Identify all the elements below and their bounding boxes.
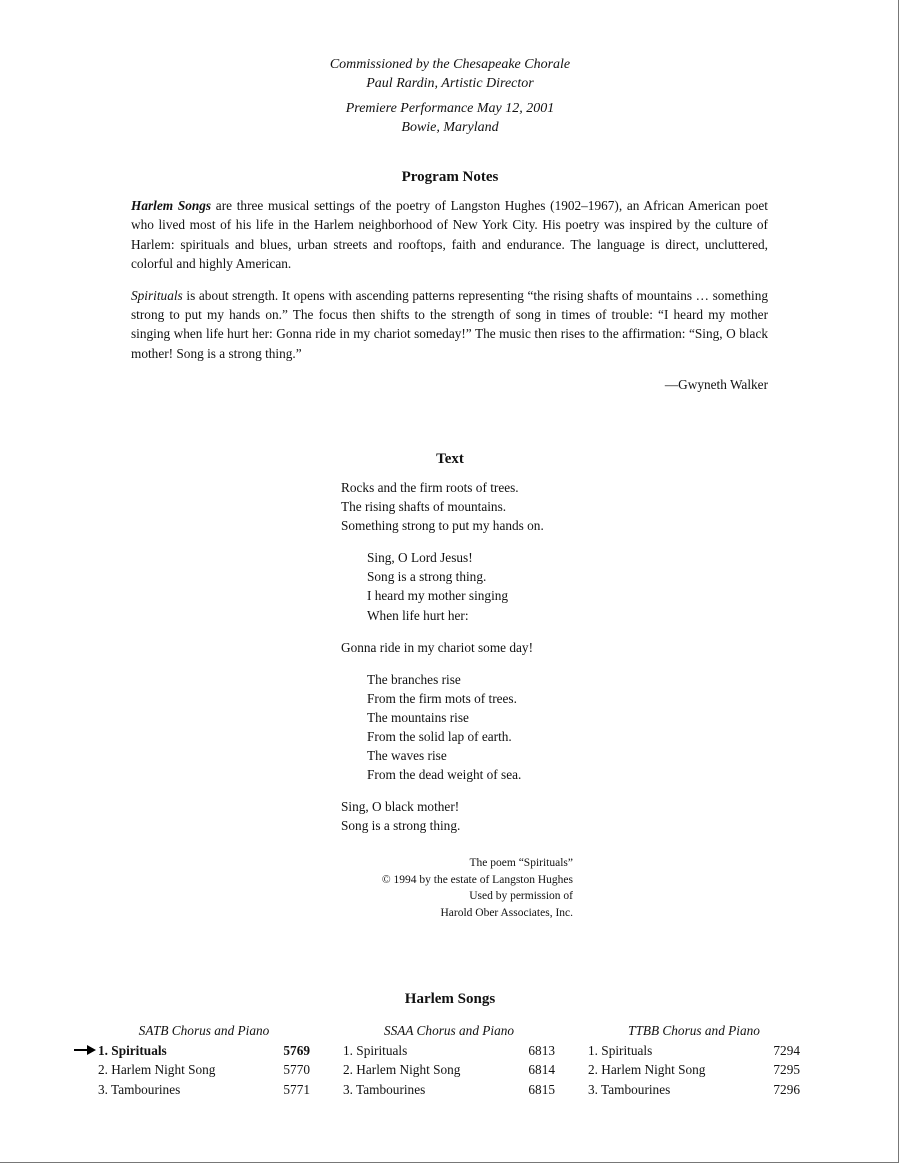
notes-paragraph-1 bbox=[131, 196, 768, 274]
text-title: Text bbox=[436, 451, 464, 467]
song-title: 3. Tambourines bbox=[588, 1081, 671, 1097]
edition-row[interactable] bbox=[98, 1080, 310, 1100]
song-title: 1. Spirituals bbox=[588, 1042, 653, 1058]
poem-line: Gonna ride in my chariot some day! bbox=[341, 639, 534, 655]
program-notes-title: Program Notes bbox=[401, 169, 499, 185]
poem-stanza bbox=[341, 670, 641, 785]
poem-line: Song is a strong thing. bbox=[341, 818, 461, 834]
notes-paragraph-2-text: is about strength. It opens with ascending patterns representing “the rising shafts of mountains … something strong to put my hands on.” The focus then shifts to the strength of song in times of trouble: “I heard my mother singing when life hurt her: Gonna ride in my chariot someday!” The music then rises to the affirmation: “Sing, O black mother! Song is a strong thing.” bbox=[131, 287, 768, 361]
commission-line: Commissioned by the Chesapeake Chorale bbox=[329, 57, 571, 72]
edition-row[interactable] bbox=[588, 1060, 800, 1080]
poem-stanza bbox=[341, 548, 641, 624]
credit-line-4: Harold Ober Associates, Inc. bbox=[440, 906, 573, 919]
edition-row[interactable] bbox=[588, 1080, 800, 1100]
harlem-songs-title: Harlem Songs bbox=[404, 991, 496, 1007]
edition-heading: SATB Chorus and Piano bbox=[138, 1023, 270, 1038]
poem-line: From the dead weight of sea. bbox=[367, 767, 522, 783]
poem-credit bbox=[300, 855, 573, 921]
poem-line: When life hurt her: bbox=[367, 607, 469, 623]
commission-header bbox=[0, 55, 900, 137]
credit-line-3: Used by permission of bbox=[469, 890, 573, 902]
editions-list bbox=[0, 1021, 900, 1101]
catalog-number: 6814 bbox=[528, 1062, 555, 1077]
poem-line: Song is a strong thing. bbox=[367, 569, 487, 585]
poem-line: Something strong to put my hands on. bbox=[341, 518, 544, 534]
song-title: 1. Spirituals bbox=[343, 1042, 408, 1058]
catalog-number: 6815 bbox=[528, 1081, 555, 1097]
edition-heading: SSAA Chorus and Piano bbox=[383, 1023, 515, 1038]
location-line: Bowie, Maryland bbox=[401, 120, 499, 135]
catalog-number: 6813 bbox=[528, 1042, 555, 1058]
catalog-number: 7294 bbox=[773, 1042, 800, 1058]
catalog-number: 5769 bbox=[283, 1042, 310, 1058]
premiere-line: Premiere Performance May 12, 2001 bbox=[345, 101, 555, 116]
edition-row[interactable] bbox=[98, 1041, 310, 1061]
song-title: 1. Spirituals bbox=[98, 1042, 167, 1058]
arrow-right-icon bbox=[74, 1044, 96, 1056]
catalog-number: 7295 bbox=[773, 1062, 800, 1077]
edition-satb bbox=[98, 1021, 310, 1099]
poem-line: The rising shafts of mountains. bbox=[341, 499, 507, 515]
edition-row[interactable] bbox=[343, 1041, 555, 1061]
song-title: 2. Harlem Night Song bbox=[343, 1062, 461, 1077]
edition-row[interactable] bbox=[98, 1060, 310, 1080]
song-title: 3. Tambourines bbox=[98, 1081, 181, 1097]
poem-line: From the solid lap of earth. bbox=[367, 729, 512, 745]
credit-line-1: The poem “Spirituals” bbox=[469, 857, 573, 869]
harlem-songs-emphasis: Harlem Songs bbox=[131, 198, 212, 213]
poem-line: I heard my mother singing bbox=[367, 588, 509, 604]
edition-ssaa bbox=[343, 1021, 555, 1099]
notes-paragraph-1-text: are three musical settings of the poetry of Langston Hughes (1902–1967), an African American poet who lived most of his life in the Harlem neighborhood of New York City. His poetry was inspired by the culture of Harlem: spirituals and blues, urban streets and rooftops, faith and endurance. The language is direct, uncluttered, colorful and highly American. bbox=[131, 198, 768, 272]
poem-line: Sing, O black mother! bbox=[341, 799, 460, 815]
edition-ttbb bbox=[588, 1021, 800, 1099]
poem-line: The branches rise bbox=[367, 671, 461, 687]
edition-row[interactable] bbox=[588, 1041, 800, 1061]
notes-author: —Gwyneth Walker bbox=[664, 377, 768, 393]
poem-line: From the firm mots of trees. bbox=[367, 690, 517, 706]
catalog-number: 5770 bbox=[283, 1062, 310, 1077]
director-line: Paul Rardin, Artistic Director bbox=[366, 76, 534, 91]
poem-line: Rocks and the firm roots of trees. bbox=[341, 480, 519, 495]
song-title: 2. Harlem Night Song bbox=[588, 1062, 706, 1077]
poem-stanza bbox=[341, 638, 641, 657]
catalog-number: 5771 bbox=[283, 1081, 310, 1097]
poem-stanza bbox=[341, 797, 641, 835]
edition-row[interactable] bbox=[343, 1080, 555, 1100]
edition-heading: TTBB Chorus and Piano bbox=[628, 1023, 760, 1038]
poem-line: The waves rise bbox=[367, 748, 447, 764]
poem-line: Sing, O Lord Jesus! bbox=[367, 550, 473, 566]
notes-paragraph-2 bbox=[131, 286, 768, 364]
poem-text bbox=[341, 478, 641, 849]
song-title: 2. Harlem Night Song bbox=[98, 1062, 216, 1077]
song-title: 3. Tambourines bbox=[343, 1081, 426, 1097]
poem-line: The mountains rise bbox=[367, 709, 469, 725]
edition-row[interactable] bbox=[343, 1060, 555, 1080]
catalog-number: 7296 bbox=[773, 1081, 800, 1097]
spirituals-emphasis: Spirituals bbox=[131, 287, 183, 303]
credit-line-2: © 1994 by the estate of Langston Hughes bbox=[381, 873, 573, 886]
program-notes bbox=[131, 196, 768, 395]
poem-stanza bbox=[341, 478, 641, 535]
